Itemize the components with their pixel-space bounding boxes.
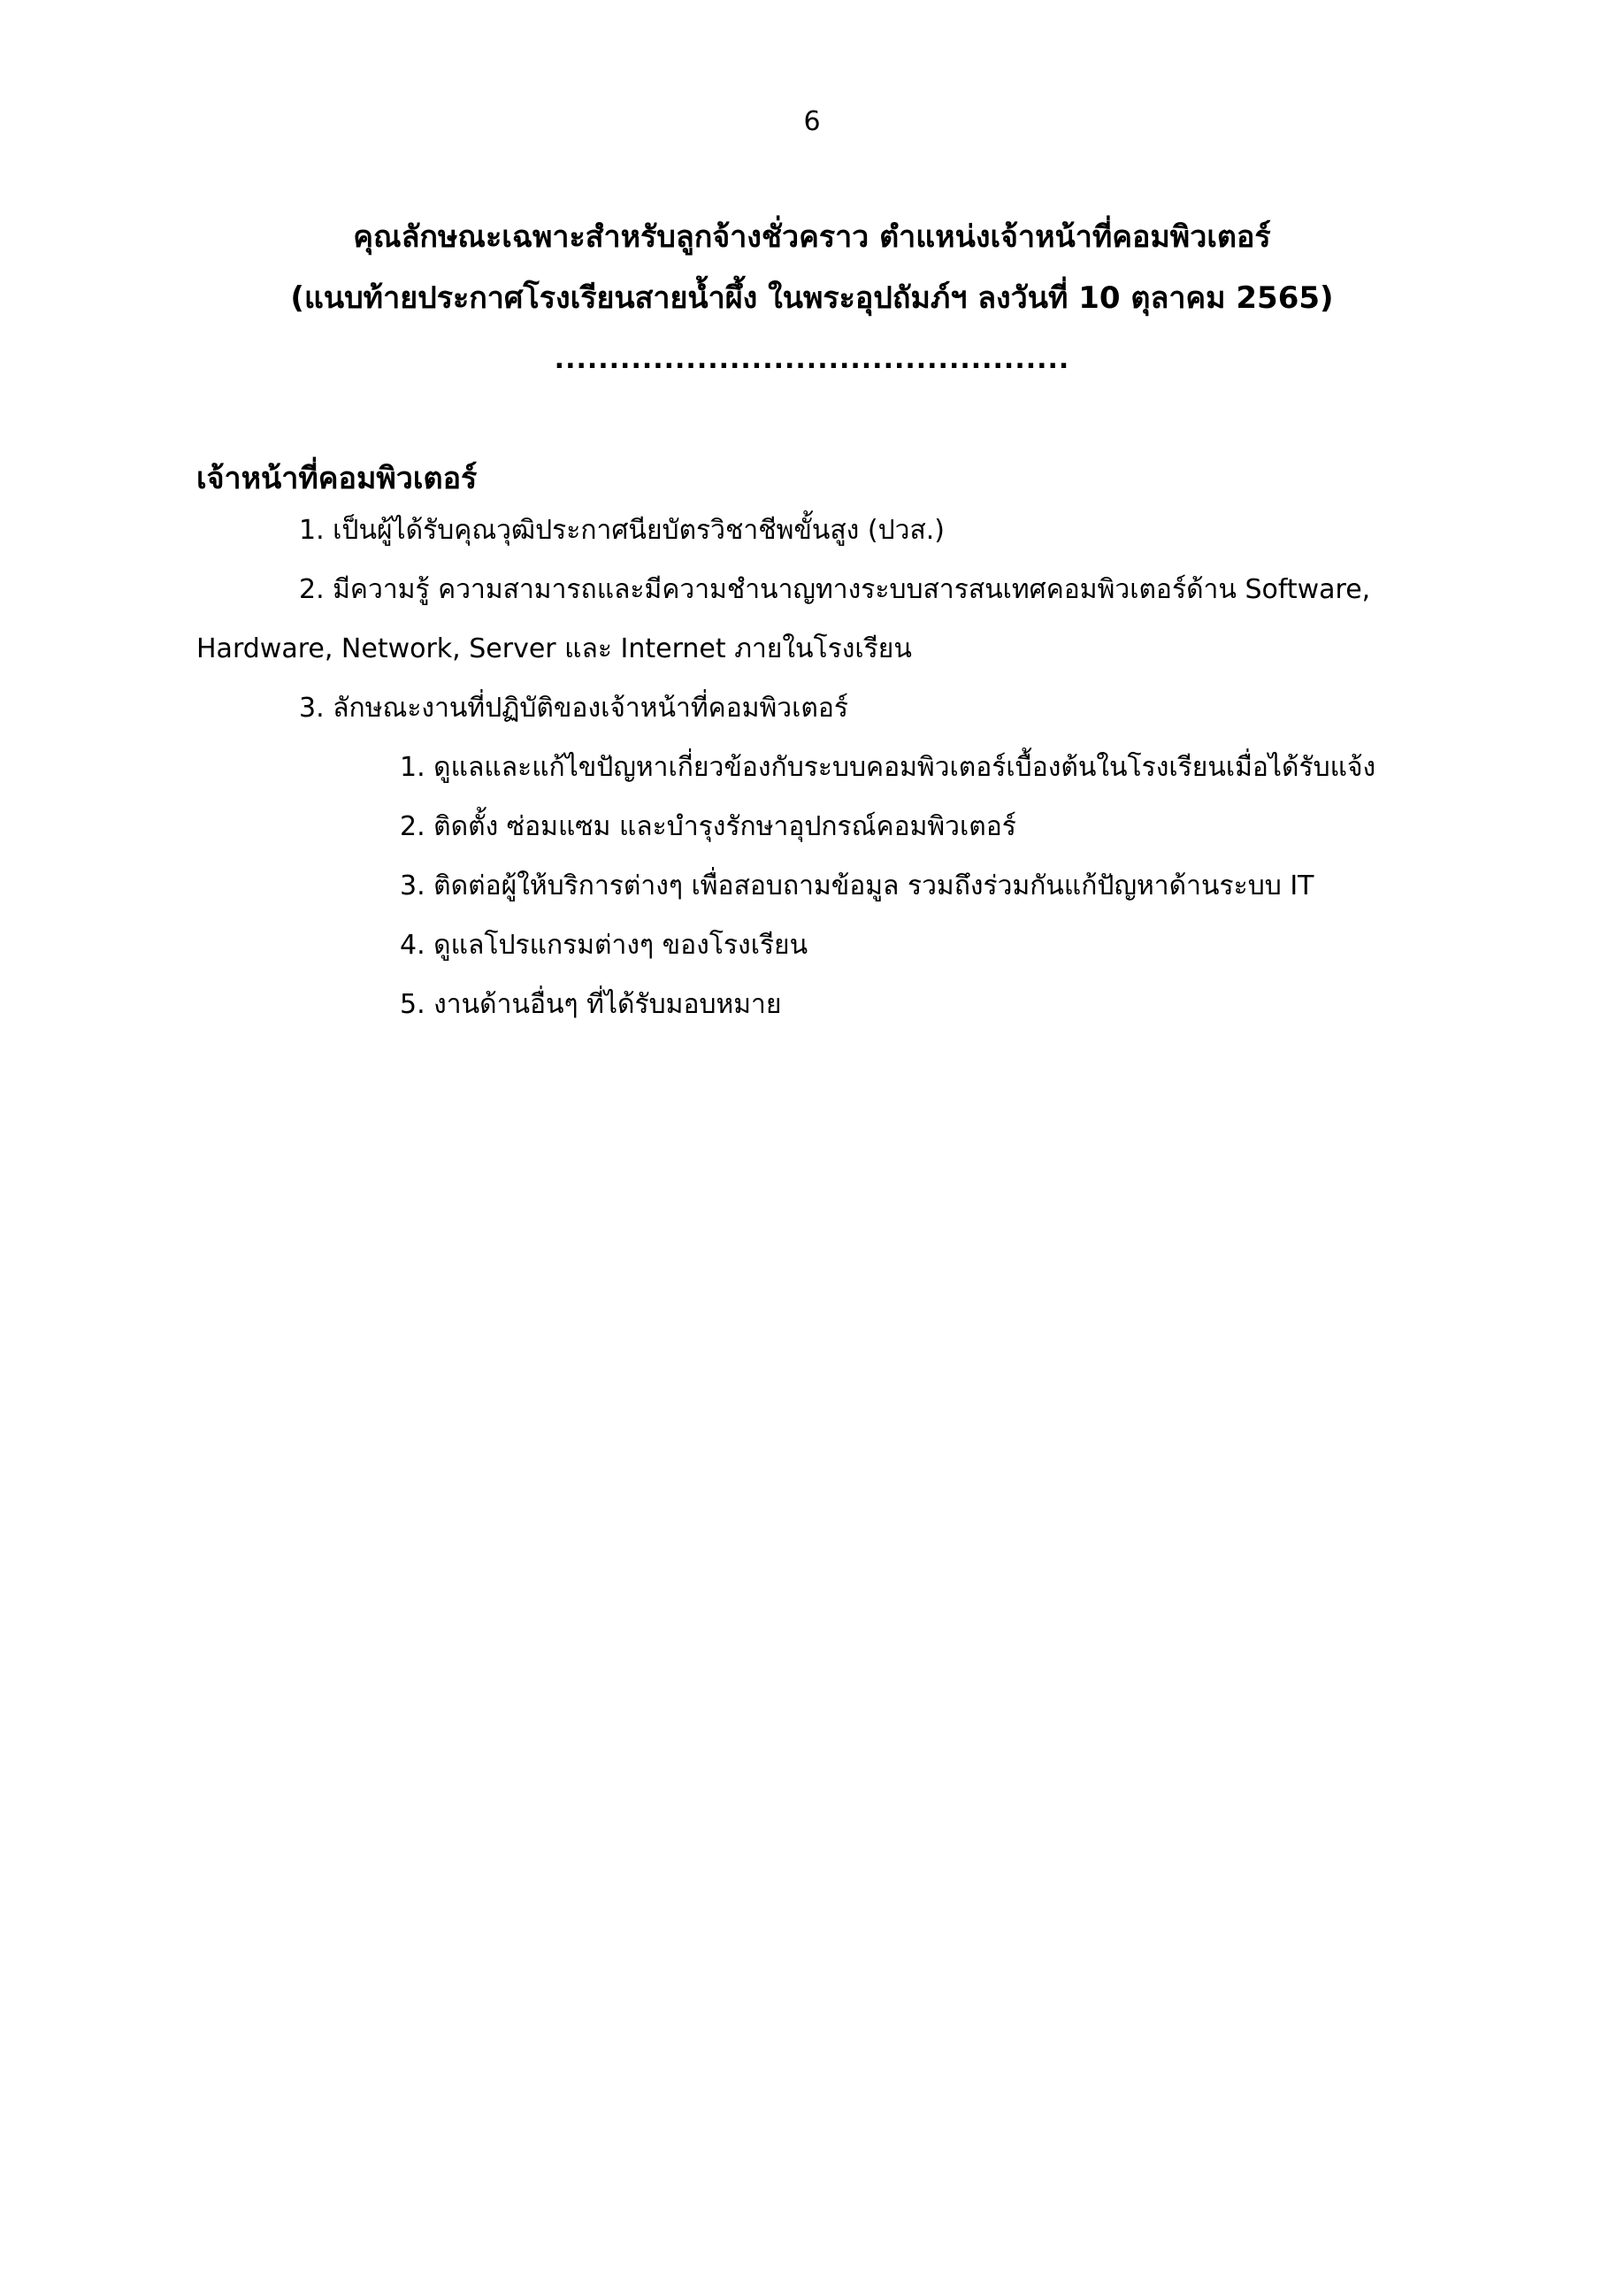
duty-3: 3. ติดต่อผู้ให้บริการต่างๆ เพื่อสอบถามข้อมูล รวมถึงร่วมกันแก้ปัญหาด้านระบบ IT [400, 870, 1314, 901]
duty-5: 5. งานด้านอื่นๆ ที่ได้รับมอบหมาย [400, 989, 782, 1020]
requirement-2-continued: Hardware, Network, Server และ Internet ภายในโรงเรียน [196, 633, 912, 664]
requirement-1: 1. เป็นผู้ได้รับคุณวุฒิประกาศนียบัตรวิชาชีพขั้นสูง (ปวส.) [299, 515, 946, 546]
document-title-line-2: (แนบท้ายประกาศโรงเรียนสายน้ำผึ้ง ในพระอุปถัมภ์ฯ ลงวันที่ 10 ตุลาคม 2565) [290, 280, 1334, 316]
page-number: 6 [803, 106, 821, 137]
duty-2: 2. ติดตั้ง ซ่อมแซม และบำรุงรักษาอุปกรณ์คอมพิวเตอร์ [400, 811, 1016, 842]
section-heading: เจ้าหน้าที่คอมพิวเตอร์ [196, 461, 478, 496]
dotted-divider: ............................................... [554, 344, 1070, 375]
requirement-2: 2. มีความรู้ ความสามารถและมีความชำนาญทางระบบสารสนเทศคอมพิวเตอร์ด้าน Software, [299, 574, 1371, 605]
requirement-3: 3. ลักษณะงานที่ปฏิบัติของเจ้าหน้าที่คอมพิวเตอร์ [299, 693, 849, 724]
duty-1: 1. ดูแลและแก้ไขปัญหาเกี่ยวข้องกับระบบคอมพิวเตอร์เบื้องต้นในโรงเรียนเมื่อได้รับแจ้ง [400, 752, 1376, 783]
document-title-line-1: คุณลักษณะเฉพาะสำหรับลูกจ้างชั่วคราว ตำแหน่งเจ้าหน้าที่คอมพิวเตอร์ [353, 219, 1271, 255]
duty-4: 4. ดูแลโปรแกรมต่างๆ ของโรงเรียน [400, 930, 808, 961]
